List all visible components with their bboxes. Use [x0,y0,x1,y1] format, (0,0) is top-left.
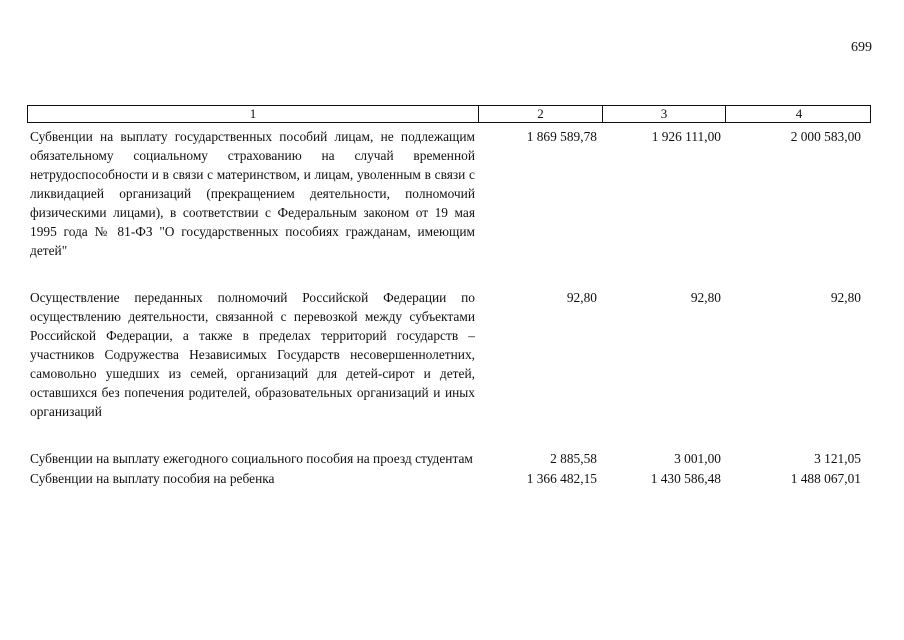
header-cell-1: 1 [249,106,257,121]
row-value-col2: 2 885,58 [550,451,597,466]
table-row [27,449,871,468]
row-description: Осуществление переданных полномочий Российской Федерации по осуществлению деятельности, связанной с перевозкой между субъектами Российской Федерации, а также в пределах территорий государств – участников Содружества Независимых Государств несовершеннолетних, самовольно ушедших из семей, организаций для детей-сирот и детей, оставшихся без попечения родителей, образовательных организаций и иных организаций [30,290,475,419]
row-value-col2: 1 869 589,78 [526,129,597,144]
row-value-col4: 3 121,05 [814,451,861,466]
table-row [27,127,871,260]
row-value-col2: 92,80 [566,290,597,305]
page-number: 699 [851,40,872,55]
budget-table [27,105,871,488]
row-value-col3: 92,80 [690,290,721,305]
table-row [27,288,871,421]
row-value-col2: 1 366 482,15 [526,471,597,486]
row-value-col3: 1 926 111,00 [651,129,721,144]
row-value-col4: 2 000 583,00 [790,129,861,144]
table-row [27,469,871,488]
row-value-col3: 3 001,00 [674,451,721,466]
header-cell-2: 2 [478,106,602,122]
row-value-col3: 1 430 586,48 [650,471,721,486]
row-value-col4: 1 488 067,01 [790,471,861,486]
row-value-col4: 92,80 [830,290,861,305]
row-description: Субвенции на выплату ежегодного социального пособия на проезд студентам [30,451,473,466]
row-description: Субвенции на выплату пособия на ребенка [30,471,275,486]
header-cell-4: 4 [725,106,872,122]
table-header-row [27,105,871,123]
row-description: Субвенции на выплату государственных пособий лицам, не подлежащим обязательному социальному страхованию на случай временной нетрудоспособности и в связи с материнством, и лицам, уволенным в связи с ликвидацией организаций (прекращением деятельности, полномочий физическими лицами), в соответствии с Федеральным законом от 19 мая 1995 года № 81-ФЗ "О государственных пособиях гражданам, имеющим детей" [30,129,475,258]
header-cell-3: 3 [602,106,725,122]
